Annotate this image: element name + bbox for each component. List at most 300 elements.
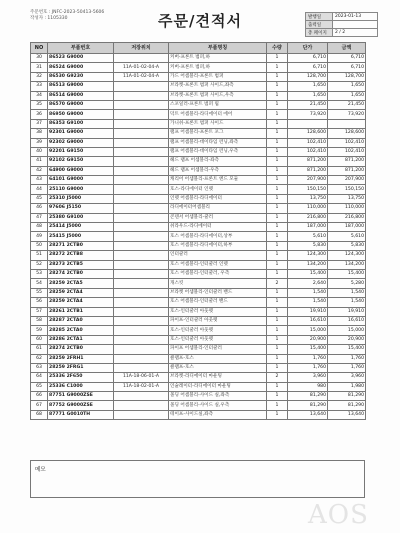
- quantity-cell: 1: [267, 269, 288, 278]
- unit-price-cell: 13,750: [288, 194, 328, 203]
- unit-price-cell: 102,410: [288, 138, 328, 147]
- amount-cell: 207,900: [328, 176, 366, 185]
- quantity-cell: 1: [267, 241, 288, 250]
- part-number-cell: 92201 G9150: [48, 147, 114, 156]
- part-name-cell: 개스킷: [169, 279, 267, 288]
- row-number-cell: 53: [31, 269, 48, 278]
- storage-location-cell: [114, 410, 169, 419]
- part-name-cell: 인슐레이터-라디에이터 마운팅: [169, 382, 267, 391]
- table-row: [31, 82, 366, 91]
- storage-location-cell: [114, 307, 169, 316]
- quantity-cell: 1: [267, 298, 288, 307]
- storage-location-cell: [114, 157, 169, 166]
- unit-price-cell: 1,650: [288, 91, 328, 100]
- part-name-cell: 램프 어셈블리-데이타임 런닝,우측: [169, 147, 267, 156]
- storage-location-cell: [114, 138, 169, 147]
- storage-location-cell: [114, 110, 169, 119]
- unit-price-cell: 1,760: [288, 363, 328, 372]
- storage-location-cell: [114, 82, 169, 91]
- table-row: [31, 223, 366, 232]
- part-name-cell: 라디에이터어셈블리: [169, 204, 267, 213]
- row-number-cell: 48: [31, 223, 48, 232]
- unit-price-cell: 980: [288, 382, 328, 391]
- quantity-cell: 1: [267, 63, 288, 72]
- table-row: [31, 129, 366, 138]
- part-name-cell: 호스 어셈블리-인터쿨러 인렛: [169, 260, 267, 269]
- storage-location-cell: [114, 147, 169, 156]
- part-number-cell: 28287 2CTA0: [48, 316, 114, 325]
- quantity-cell: 1: [267, 185, 288, 194]
- storage-location-cell: 11A-18-06-01-A: [114, 373, 169, 382]
- part-name-cell: 브라켓-프론트 범퍼 사이드,우측: [169, 91, 267, 100]
- quantity-cell: 1: [267, 157, 288, 166]
- storage-location-cell: [114, 232, 169, 241]
- unit-price-cell: [288, 119, 328, 128]
- amount-cell: 5,610: [328, 232, 366, 241]
- meta-value: [333, 21, 378, 29]
- quantity-cell: 1: [267, 91, 288, 100]
- row-number-cell: 34: [31, 91, 48, 100]
- amount-cell: 15,400: [328, 269, 366, 278]
- table-row: [31, 307, 366, 316]
- unit-price-cell: 1,540: [288, 298, 328, 307]
- row-number-cell: 47: [31, 213, 48, 222]
- unit-price-cell: 134,200: [288, 260, 328, 269]
- row-number-cell: 39: [31, 138, 48, 147]
- quantity-cell: 1: [267, 110, 288, 119]
- quantity-cell: 1: [267, 54, 288, 63]
- unit-price-cell: 21,450: [288, 100, 328, 109]
- part-name-cell: 램프 어셈블리-프론트 포그: [169, 129, 267, 138]
- part-number-cell: 64101 G9000: [48, 176, 114, 185]
- part-number-cell: 87771 G0010TH: [48, 410, 114, 419]
- table-row: [31, 335, 366, 344]
- unit-price-cell: 2,640: [288, 279, 328, 288]
- amount-cell: 187,000: [328, 223, 366, 232]
- part-number-cell: 28259 2CTA4: [48, 298, 114, 307]
- table-row: [31, 382, 366, 391]
- quantity-cell: 1: [267, 213, 288, 222]
- order-number: 주문번호 : JNFC-2023-50413-5606: [30, 10, 105, 15]
- amount-cell: 81,290: [328, 401, 366, 410]
- amount-cell: 1,540: [328, 298, 366, 307]
- part-name-cell: 몰딩 어셈블리-사이드 실,좌측: [169, 392, 267, 401]
- unit-price-cell: 16,610: [288, 316, 328, 325]
- table-row: [31, 194, 366, 203]
- part-number-cell: 92301 G9000: [48, 129, 114, 138]
- part-number-cell: 28259 2FRG1: [48, 363, 114, 372]
- amount-cell: 5,830: [328, 241, 366, 250]
- quantity-cell: 1: [267, 335, 288, 344]
- row-number-cell: 59: [31, 326, 48, 335]
- amount-cell: 5,280: [328, 279, 366, 288]
- unit-price-cell: 102,410: [288, 147, 328, 156]
- table-row: [31, 401, 366, 410]
- quantity-cell: 1: [267, 345, 288, 354]
- quantity-cell: 1: [267, 363, 288, 372]
- part-name-cell: 호스-라디에이터 인렛: [169, 185, 267, 194]
- unit-price-cell: 128,600: [288, 129, 328, 138]
- column-header: 수량: [267, 43, 288, 54]
- row-number-cell: 60: [31, 335, 48, 344]
- storage-location-cell: [114, 392, 169, 401]
- storage-location-cell: [114, 298, 169, 307]
- part-number-cell: 86570 G9000: [48, 100, 114, 109]
- unit-price-cell: 128,700: [288, 72, 328, 81]
- table-row: [31, 110, 366, 119]
- column-header: 부품명칭: [169, 43, 267, 54]
- row-number-cell: 63: [31, 363, 48, 372]
- part-name-cell: 클램프-호스: [169, 354, 267, 363]
- row-number-cell: 33: [31, 82, 48, 91]
- table-row: [31, 176, 366, 185]
- part-number-cell: 28274 2CTB0: [48, 345, 114, 354]
- storage-location-cell: [114, 223, 169, 232]
- unit-price-cell: 5,830: [288, 241, 328, 250]
- quantity-cell: 1: [267, 100, 288, 109]
- unit-price-cell: 15,400: [288, 345, 328, 354]
- table-row: [31, 260, 366, 269]
- amount-cell: 15,000: [328, 326, 366, 335]
- amount-cell: [328, 119, 366, 128]
- unit-price-cell: 1,540: [288, 288, 328, 297]
- row-number-cell: 37: [31, 119, 48, 128]
- part-number-cell: 28261 2CTB1: [48, 307, 114, 316]
- unit-price-cell: 110,000: [288, 204, 328, 213]
- quantity-cell: 1: [267, 382, 288, 391]
- quantity-cell: 1: [267, 129, 288, 138]
- quantity-cell: 1: [267, 307, 288, 316]
- storage-location-cell: [114, 326, 169, 335]
- amount-cell: 1,650: [328, 91, 366, 100]
- part-number-cell: 28274 2CTB0: [48, 269, 114, 278]
- amount-cell: 13,750: [328, 194, 366, 203]
- table-row: [31, 251, 366, 260]
- column-header: 단가: [288, 43, 328, 54]
- part-number-cell: 86950 G9000: [48, 110, 114, 119]
- table-row: [31, 213, 366, 222]
- part-number-cell: 28273 2CTB5: [48, 260, 114, 269]
- amount-cell: 1,760: [328, 363, 366, 372]
- part-name-cell: 호스 어셈블리-라디에이터,하부: [169, 241, 267, 250]
- storage-location-cell: [114, 401, 169, 410]
- quantity-cell: 1: [267, 288, 288, 297]
- quantity-cell: 1: [267, 194, 288, 203]
- storage-location-cell: [114, 260, 169, 269]
- part-name-cell: 덕트 어셈블리-라디에이터 에어: [169, 110, 267, 119]
- part-name-cell: 커버-프론트 범퍼,하: [169, 63, 267, 72]
- part-number-cell: 28286 2CTA1: [48, 335, 114, 344]
- unit-price-cell: 81,290: [288, 401, 328, 410]
- table-row: [31, 298, 366, 307]
- table-row: [31, 166, 366, 175]
- quantity-cell: 1: [267, 401, 288, 410]
- part-number-cell: 28271 2CTB0: [48, 241, 114, 250]
- amount-cell: 15,400: [328, 345, 366, 354]
- memo-box: [30, 460, 365, 498]
- part-name-cell: 가드 어셈블리-프론트 범퍼: [169, 72, 267, 81]
- part-name-cell: 호스-인터쿨러 아웃렛: [169, 326, 267, 335]
- row-number-cell: 56: [31, 298, 48, 307]
- part-number-cell: 25380 G9100: [48, 213, 114, 222]
- author: 작성자 : 1105330: [30, 16, 68, 21]
- unit-price-cell: 871,200: [288, 166, 328, 175]
- row-number-cell: 50: [31, 241, 48, 250]
- quantity-cell: 1: [267, 147, 288, 156]
- unit-price-cell: 150,150: [288, 185, 328, 194]
- watermark-text: AOS: [308, 500, 369, 530]
- amount-cell: 102,410: [328, 147, 366, 156]
- table-row: [31, 72, 366, 81]
- part-number-cell: 92102 G9150: [48, 157, 114, 166]
- storage-location-cell: [114, 251, 169, 260]
- unit-price-cell: 216,800: [288, 213, 328, 222]
- row-number-cell: 49: [31, 232, 48, 241]
- part-number-cell: 25414 J5000: [48, 223, 114, 232]
- row-number-cell: 68: [31, 410, 48, 419]
- row-number-cell: 51: [31, 251, 48, 260]
- part-name-cell: 헤드 램프 어셈블리-우측: [169, 166, 267, 175]
- unit-price-cell: 124,300: [288, 251, 328, 260]
- meta-key: 총 페이지: [306, 29, 333, 37]
- quantity-cell: 1: [267, 166, 288, 175]
- quantity-cell: 1: [267, 316, 288, 325]
- order-table: [30, 42, 366, 420]
- part-name-cell: 파이프 어셈블리-인터쿨러: [169, 345, 267, 354]
- part-name-cell: 가니쉬-프론트 범퍼 사이드: [169, 119, 267, 128]
- storage-location-cell: [114, 204, 169, 213]
- quantity-cell: 1: [267, 72, 288, 81]
- meta-row: [306, 21, 378, 29]
- amount-cell: 20,900: [328, 335, 366, 344]
- part-name-cell: 커버-프론트 범퍼,하: [169, 54, 267, 63]
- part-number-cell: 64900 G9000: [48, 166, 114, 175]
- amount-cell: 871,200: [328, 157, 366, 166]
- part-name-cell: 캐리어 어셈블리-프론트 엔드 모듈: [169, 176, 267, 185]
- part-name-cell: 브라켓 어셈블리-인터쿨러 밴드: [169, 288, 267, 297]
- table-row: [31, 138, 366, 147]
- storage-location-cell: [114, 166, 169, 175]
- meta-key: 발행일: [306, 13, 333, 21]
- part-name-cell: 브라켓-라디에이터 마운팅: [169, 373, 267, 382]
- part-number-cell: 86523 G9000: [48, 54, 114, 63]
- quantity-cell: 2: [267, 279, 288, 288]
- row-number-cell: 52: [31, 260, 48, 269]
- table-row: [31, 288, 366, 297]
- storage-location-cell: [114, 119, 169, 128]
- storage-location-cell: [114, 100, 169, 109]
- table-row: [31, 345, 366, 354]
- amount-cell: 1,540: [328, 288, 366, 297]
- table-row: [31, 54, 366, 63]
- row-number-cell: 61: [31, 345, 48, 354]
- quantity-cell: 1: [267, 82, 288, 91]
- table-row: [31, 363, 366, 372]
- amount-cell: 13,640: [328, 410, 366, 419]
- amount-cell: 124,300: [328, 251, 366, 260]
- table-row: [31, 269, 366, 278]
- unit-price-cell: 20,900: [288, 335, 328, 344]
- quantity-cell: 1: [267, 232, 288, 241]
- quantity-cell: 1: [267, 410, 288, 419]
- table-row: [31, 204, 366, 213]
- meta-row: [306, 29, 378, 37]
- storage-location-cell: [114, 176, 169, 185]
- row-number-cell: 42: [31, 166, 48, 175]
- amount-cell: 110,000: [328, 204, 366, 213]
- storage-location-cell: [114, 91, 169, 100]
- storage-location-cell: [114, 185, 169, 194]
- storage-location-cell: [114, 194, 169, 203]
- part-number-cell: 86513 G9000: [48, 82, 114, 91]
- quantity-cell: 1: [267, 326, 288, 335]
- unit-price-cell: 73,920: [288, 110, 328, 119]
- unit-price-cell: 81,290: [288, 392, 328, 401]
- storage-location-cell: [114, 129, 169, 138]
- row-number-cell: 54: [31, 279, 48, 288]
- table-row: [31, 91, 366, 100]
- unit-price-cell: 871,200: [288, 157, 328, 166]
- unit-price-cell: 5,610: [288, 232, 328, 241]
- part-number-cell: 92302 G9000: [48, 138, 114, 147]
- table-row: [31, 326, 366, 335]
- amount-cell: 216,800: [328, 213, 366, 222]
- row-number-cell: 65: [31, 382, 48, 391]
- part-number-cell: 87752 G9000ZSE: [48, 401, 114, 410]
- row-number-cell: 43: [31, 176, 48, 185]
- row-number-cell: 67: [31, 401, 48, 410]
- row-number-cell: 38: [31, 129, 48, 138]
- unit-price-cell: 207,900: [288, 176, 328, 185]
- part-name-cell: 테이프-사이드실,좌측: [169, 410, 267, 419]
- table-row: [31, 279, 366, 288]
- storage-location-cell: [114, 354, 169, 363]
- row-number-cell: 31: [31, 63, 48, 72]
- column-header: NO: [31, 43, 48, 54]
- part-number-cell: 86524 G9000: [48, 63, 114, 72]
- row-number-cell: 62: [31, 354, 48, 363]
- part-name-cell: 호스 어셈블리-인터쿨러, 우측: [169, 269, 267, 278]
- amount-cell: 6,710: [328, 54, 366, 63]
- storage-location-cell: [114, 279, 169, 288]
- part-number-cell: 86530 G9230: [48, 72, 114, 81]
- amount-cell: 1,650: [328, 82, 366, 91]
- row-number-cell: 57: [31, 307, 48, 316]
- amount-cell: 1,980: [328, 382, 366, 391]
- row-number-cell: 64: [31, 373, 48, 382]
- part-number-cell: 28285 2CTA0: [48, 326, 114, 335]
- amount-cell: 102,410: [328, 138, 366, 147]
- unit-price-cell: 15,000: [288, 326, 328, 335]
- column-header: 금액: [328, 43, 366, 54]
- amount-cell: 6,710: [328, 63, 366, 72]
- row-number-cell: 46: [31, 204, 48, 213]
- part-number-cell: 97606 J5150: [48, 204, 114, 213]
- storage-location-cell: 11A-01-02-04-A: [114, 72, 169, 81]
- part-name-cell: 램프 어셈블리-데이타임 런닝,좌측: [169, 138, 267, 147]
- row-number-cell: 36: [31, 110, 48, 119]
- unit-price-cell: 19,910: [288, 307, 328, 316]
- document-title: 주문/견적서: [158, 12, 242, 30]
- part-number-cell: 25415 J5000: [48, 232, 114, 241]
- part-name-cell: 브라켓-프론트 범퍼 사이드,좌측: [169, 82, 267, 91]
- storage-location-cell: [114, 363, 169, 372]
- unit-price-cell: 6,710: [288, 63, 328, 72]
- amount-cell: 3,960: [328, 373, 366, 382]
- table-row: [31, 373, 366, 382]
- amount-cell: 73,920: [328, 110, 366, 119]
- part-name-cell: 파이프-인터쿨러 아웃렛: [169, 316, 267, 325]
- unit-price-cell: 3,960: [288, 373, 328, 382]
- part-number-cell: 28259 2CTA4: [48, 288, 114, 297]
- table-header-row: [31, 43, 366, 54]
- table-row: [31, 100, 366, 109]
- table-row: [31, 63, 366, 72]
- quantity-cell: 1: [267, 119, 288, 128]
- unit-price-cell: 187,000: [288, 223, 328, 232]
- part-name-cell: 호스-인터쿨러 아웃렛: [169, 335, 267, 344]
- table-row: [31, 119, 366, 128]
- amount-cell: 128,600: [328, 129, 366, 138]
- unit-price-cell: 15,400: [288, 269, 328, 278]
- amount-cell: 150,150: [328, 185, 366, 194]
- storage-location-cell: 11A-18-02-01-A: [114, 382, 169, 391]
- row-number-cell: 55: [31, 288, 48, 297]
- storage-location-cell: [114, 213, 169, 222]
- table-row: [31, 316, 366, 325]
- part-name-cell: 호스 어셈블리-라디에이터,상부: [169, 232, 267, 241]
- quantity-cell: 1: [267, 223, 288, 232]
- part-name-cell: 호스 어셈블리-인터쿨러 밴드: [169, 298, 267, 307]
- part-number-cell: 28259 2CTA5: [48, 279, 114, 288]
- part-name-cell: 클램프-호스: [169, 363, 267, 372]
- part-name-cell: 호스-인터쿨러 아웃렛: [169, 307, 267, 316]
- part-number-cell: 25110 G9000: [48, 185, 114, 194]
- table-row: [31, 232, 366, 241]
- memo-label: 메모: [35, 467, 46, 473]
- part-name-cell: 인터쿨러: [169, 251, 267, 260]
- part-name-cell: 헤드 램프 어셈블리-좌측: [169, 157, 267, 166]
- amount-cell: 21,450: [328, 100, 366, 109]
- storage-location-cell: [114, 269, 169, 278]
- quantity-cell: 1: [267, 251, 288, 260]
- quantity-cell: 1: [267, 138, 288, 147]
- part-number-cell: 25336 2F650: [48, 373, 114, 382]
- row-number-cell: 45: [31, 194, 48, 203]
- part-name-cell: 스포일러-프론트 범퍼 립: [169, 100, 267, 109]
- amount-cell: 128,700: [328, 72, 366, 81]
- amount-cell: 871,200: [328, 166, 366, 175]
- table-row: [31, 392, 366, 401]
- part-name-cell: 몰딩 어셈블리-사이드 실,우측: [169, 401, 267, 410]
- quantity-cell: 1: [267, 260, 288, 269]
- part-number-cell: 25336 C1000: [48, 382, 114, 391]
- meta-value: 2023-01-13: [333, 13, 378, 21]
- unit-price-cell: 6,710: [288, 54, 328, 63]
- part-name-cell: 쉬라우드-라디에이터: [169, 223, 267, 232]
- amount-cell: 19,910: [328, 307, 366, 316]
- part-number-cell: 28272 2CTB8: [48, 251, 114, 260]
- amount-cell: 16,610: [328, 316, 366, 325]
- row-number-cell: 44: [31, 185, 48, 194]
- column-header: 부품번호: [48, 43, 114, 54]
- meta-value: 2 / 2: [333, 29, 378, 37]
- document-meta-right: [305, 12, 378, 37]
- part-name-cell: 콘덴서 어셈블리-쿨러: [169, 213, 267, 222]
- part-number-cell: 86353 G9100: [48, 119, 114, 128]
- part-number-cell: 28259 2FRH1: [48, 354, 114, 363]
- table-row: [31, 157, 366, 166]
